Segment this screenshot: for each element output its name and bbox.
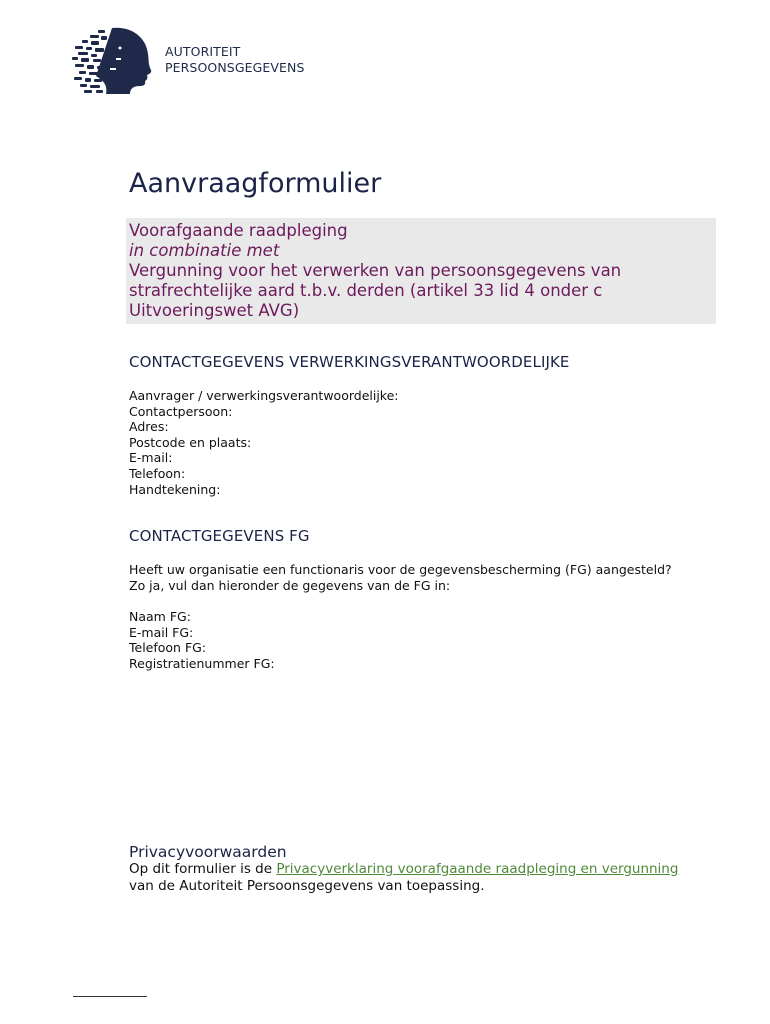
organization-name [165,44,305,76]
subject-line-5: Uitvoeringswet AVG) [129,301,300,320]
field-label: E-mail FG: [129,624,194,640]
privacy-policy-link[interactable]: Privacyverklaring voorafgaande raadpleging en vergunning [276,861,679,877]
controller-fields [129,388,399,497]
field-label: Registratienummer FG: [129,655,275,671]
field-label: E-mail: [129,450,173,466]
profile-head-logo-icon [72,24,154,96]
privacy-text-after: van de Autoriteit Persoonsgegevens van toepassing. [129,878,485,894]
field-label: Telefoon: [129,465,186,481]
privacy-heading: Privacyvoorwaarden [129,843,287,861]
controller-section-heading: CONTACTGEGEVENS VERWERKINGSVERANTWOORDELIJKE [129,353,570,371]
field-label: Postcode en plaats: [129,434,252,450]
fg-fields [129,609,275,671]
org-name-line2: PERSOONSGEGEVENS [165,60,305,75]
fg-section-heading: CONTACTGEGEVENS FG [129,527,310,545]
page-title: Aanvraagformulier [129,168,382,199]
field-label: Naam FG: [129,609,191,624]
field-label: Contactpersoon: [129,403,233,419]
subject-line-1: Voorafgaande raadpleging [129,221,348,240]
field-label: Handtekening: [129,481,221,497]
privacy-statement [129,861,689,895]
subject-line-2: in combinatie met [129,241,280,260]
privacy-text-before: Op dit formulier is de [129,861,277,877]
footnote-divider [73,996,147,997]
field-label: Adres: [129,419,169,435]
subject-line-3: Vergunning voor het verwerken van persoonsgegevens van [129,261,622,280]
field-label: Aanvrager / verwerkingsverantwoordelijke: [129,388,399,403]
field-label: Telefoon FG: [129,640,207,656]
subject-line-4: strafrechtelijke aard t.b.v. derden (artikel 33 lid 4 onder c [129,281,603,300]
org-name-line1: AUTORITEIT [165,44,241,59]
fg-question: Heeft uw organisatie een functionaris voor de gegevensbescherming (FG) aangesteld? Zo ja, vul dan hieronder de gegevens van de FG in: [129,562,672,593]
